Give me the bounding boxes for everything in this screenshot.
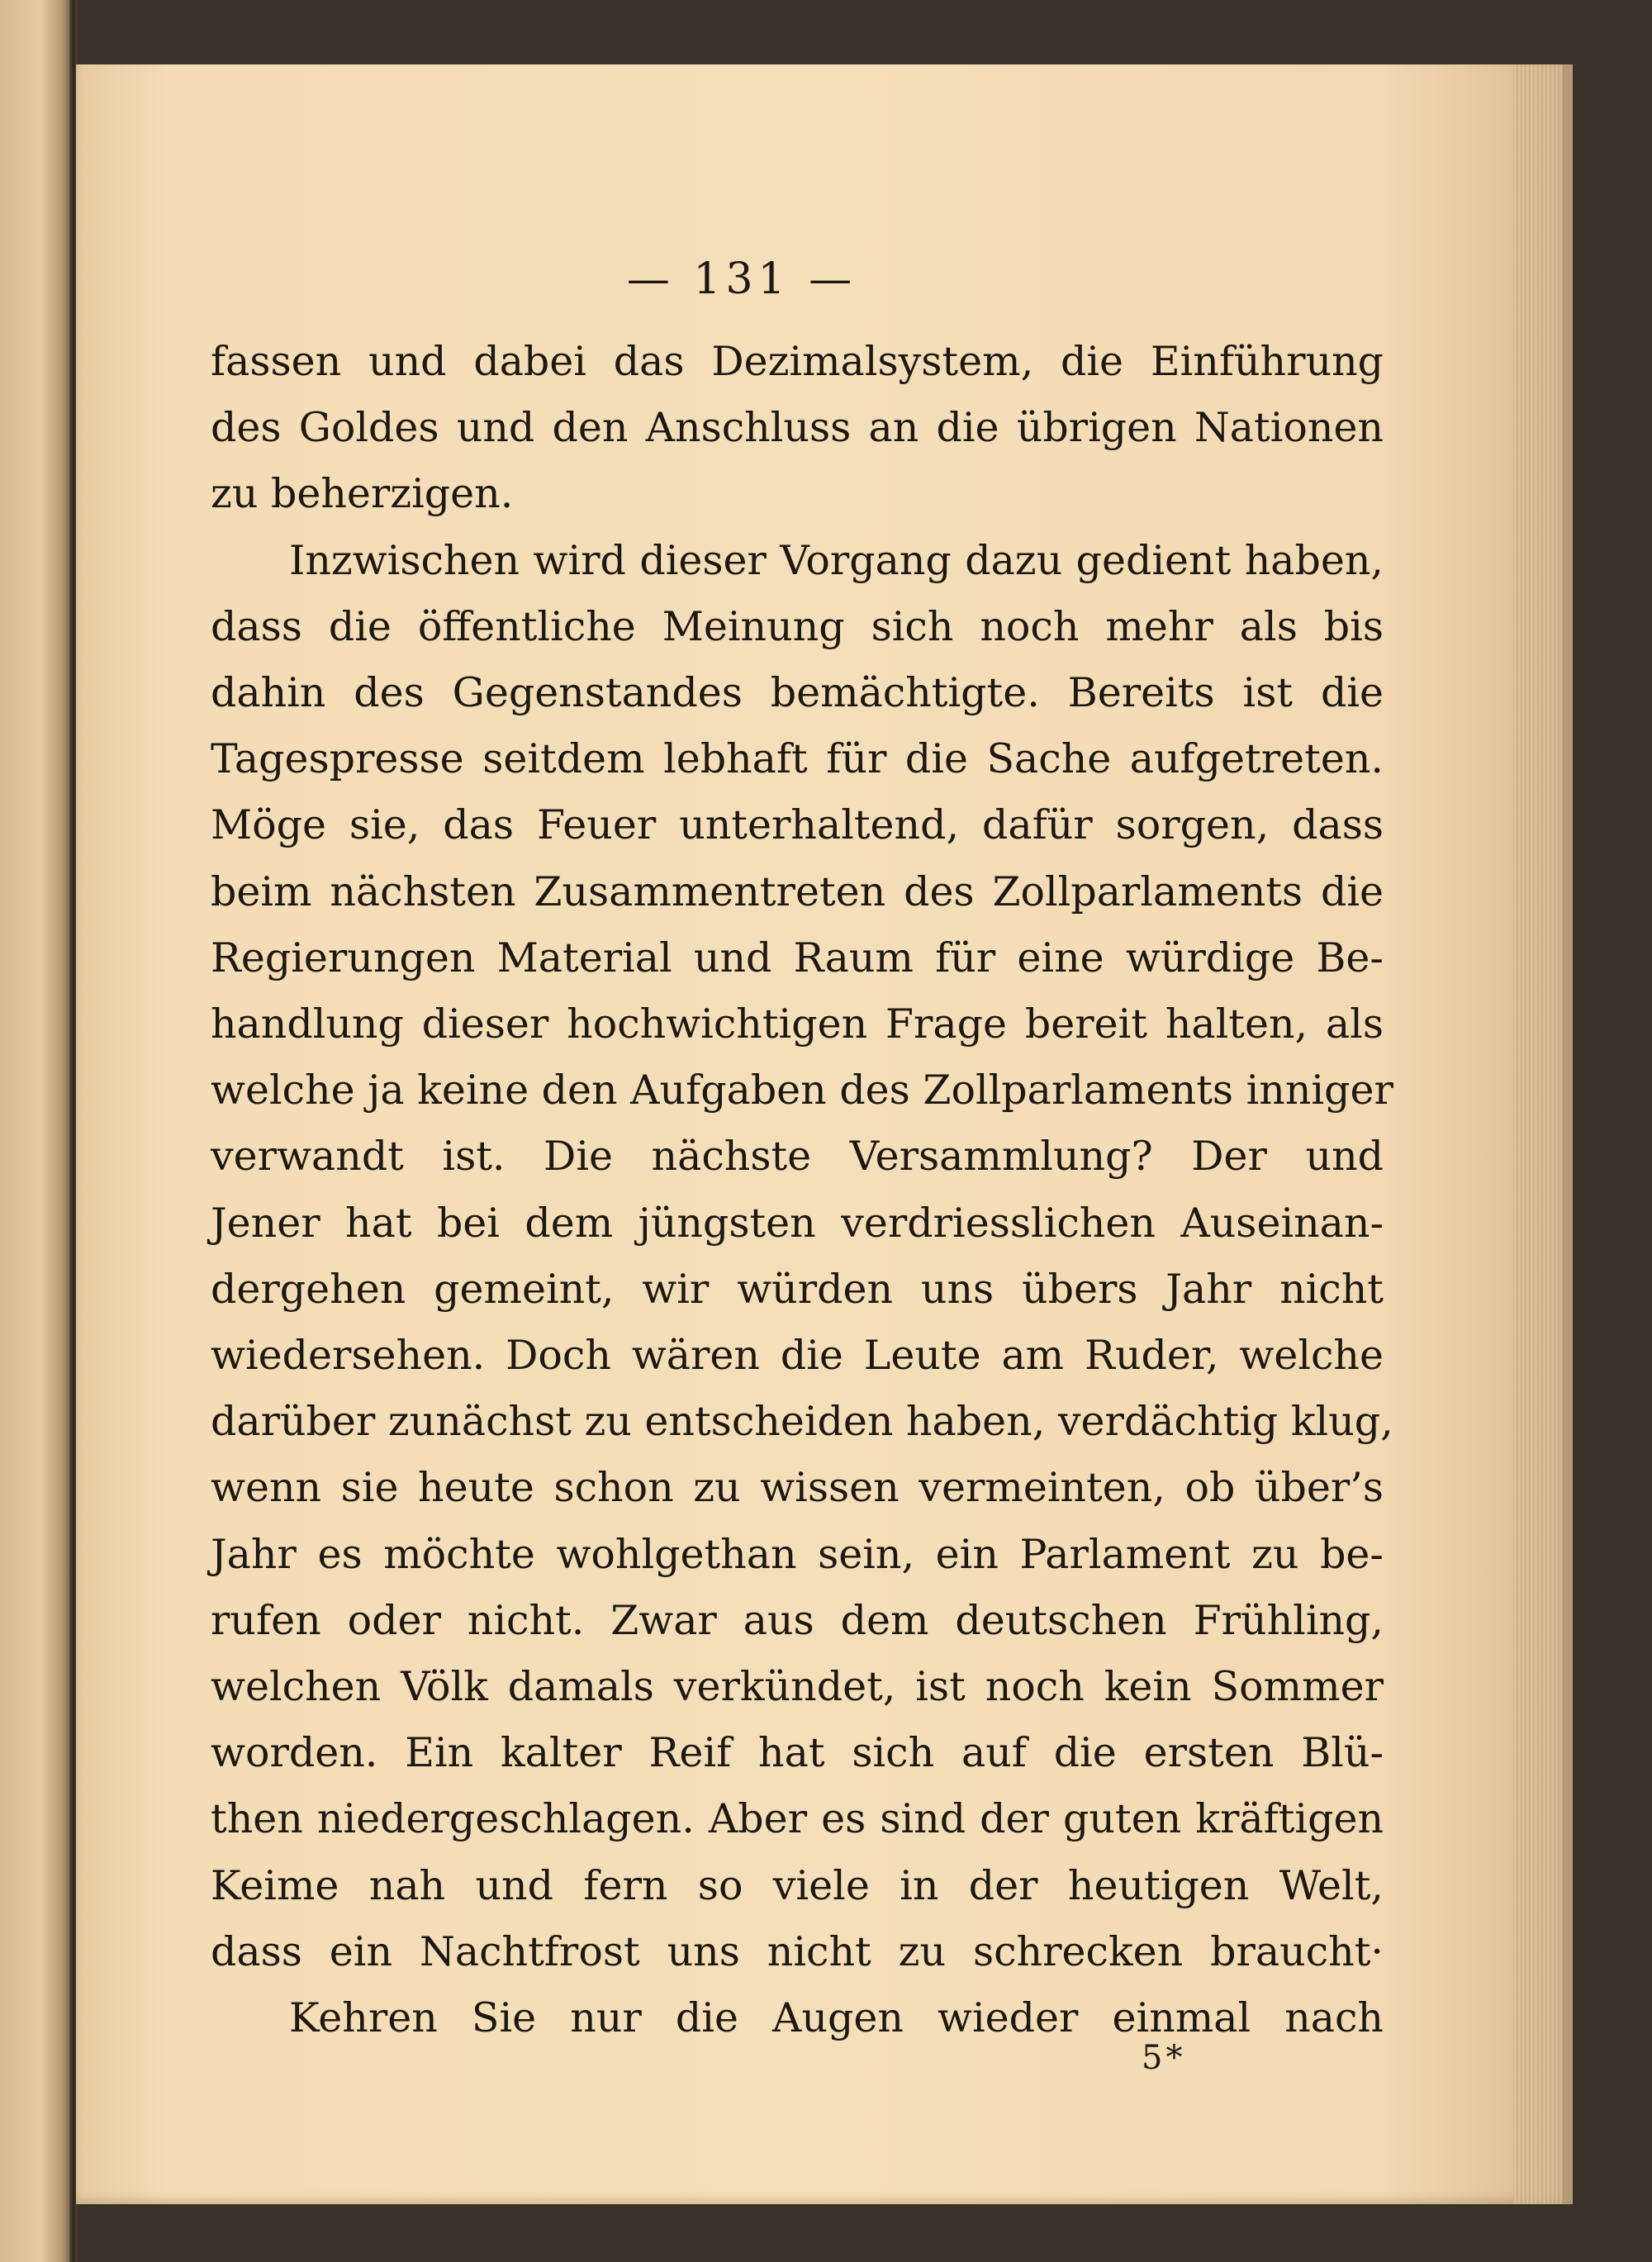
text-line: dergehen gemeint, wir würden uns übers Jahr nicht — [211, 1265, 1384, 1313]
text-line: verwandt ist. Die nächste Versammlung? Der und — [211, 1133, 1384, 1181]
text-line: Keime nah und fern so viele in der heutigen Welt, — [211, 1861, 1384, 1909]
text-line: dass die öffentliche Meinung sich noch mehr als bis — [211, 602, 1384, 650]
text-line: then niedergeschlagen. Aber es sind der guten kräftigen — [211, 1795, 1384, 1843]
text-line: zu beherzigen. — [211, 470, 514, 518]
text-line: fassen und dabei das Dezimalsystem, die Einführung — [211, 338, 1384, 385]
text-line: wenn sie heute schon zu wissen vermeinten, ob über’s — [211, 1464, 1384, 1512]
text-line: darüber zunächst zu entscheiden haben, verdächtig klug, — [211, 1398, 1393, 1446]
text-line: welche ja keine den Aufgaben des Zollparlaments inniger — [211, 1067, 1393, 1114]
text-line: des Goldes und den Anschluss an die übrigen Nationen — [211, 404, 1384, 452]
text-line: beim nächsten Zusammentreten des Zollparlaments die — [211, 867, 1384, 915]
signature-mark: 5* — [1142, 2039, 1186, 2077]
text-line: Jahr es möchte wohlgethan sein, ein Parlament zu be- — [211, 1530, 1384, 1578]
text-line: Möge sie, das Feuer unterhaltend, dafür sorgen, dass — [211, 801, 1384, 849]
page-stack-edges — [1513, 64, 1563, 2204]
text-line: dass ein Nachtfrost uns nicht zu schrecken braucht· — [211, 1927, 1384, 1975]
text-line: handlung dieser hochwichtigen Frage bereit halten, als — [211, 1000, 1384, 1048]
text-line: Tagespresse seitdem lebhaft für die Sache aufgetreten. — [211, 735, 1384, 783]
text-line: rufen oder nicht. Zwar aus dem deutschen Frühling, — [211, 1596, 1384, 1644]
text-line: Jener hat bei dem jüngsten verdriesslichen Auseinan- — [211, 1199, 1384, 1247]
text-line: Inzwischen wird dieser Vorgang dazu gedient haben, — [289, 536, 1384, 584]
text-line: Regierungen Material und Raum für eine würdige Be- — [211, 934, 1384, 981]
previous-page-edge — [0, 0, 73, 2262]
text-line: worden. Ein kalter Reif hat sich auf die ersten Blü- — [211, 1729, 1384, 1777]
text-line: Kehren Sie nur die Augen wieder einmal nach — [289, 1994, 1384, 2042]
body-text — [211, 329, 1393, 2051]
page-number: — 131 — — [626, 254, 857, 304]
book-page — [76, 64, 1573, 2204]
text-line: dahin des Gegenstandes bemächtigte. Bereits ist die — [211, 669, 1384, 717]
text-line: wiedersehen. Doch wären die Leute am Ruder, welche — [211, 1332, 1384, 1380]
text-line: welchen Völk damals verkündet, ist noch kein Sommer — [211, 1663, 1384, 1711]
